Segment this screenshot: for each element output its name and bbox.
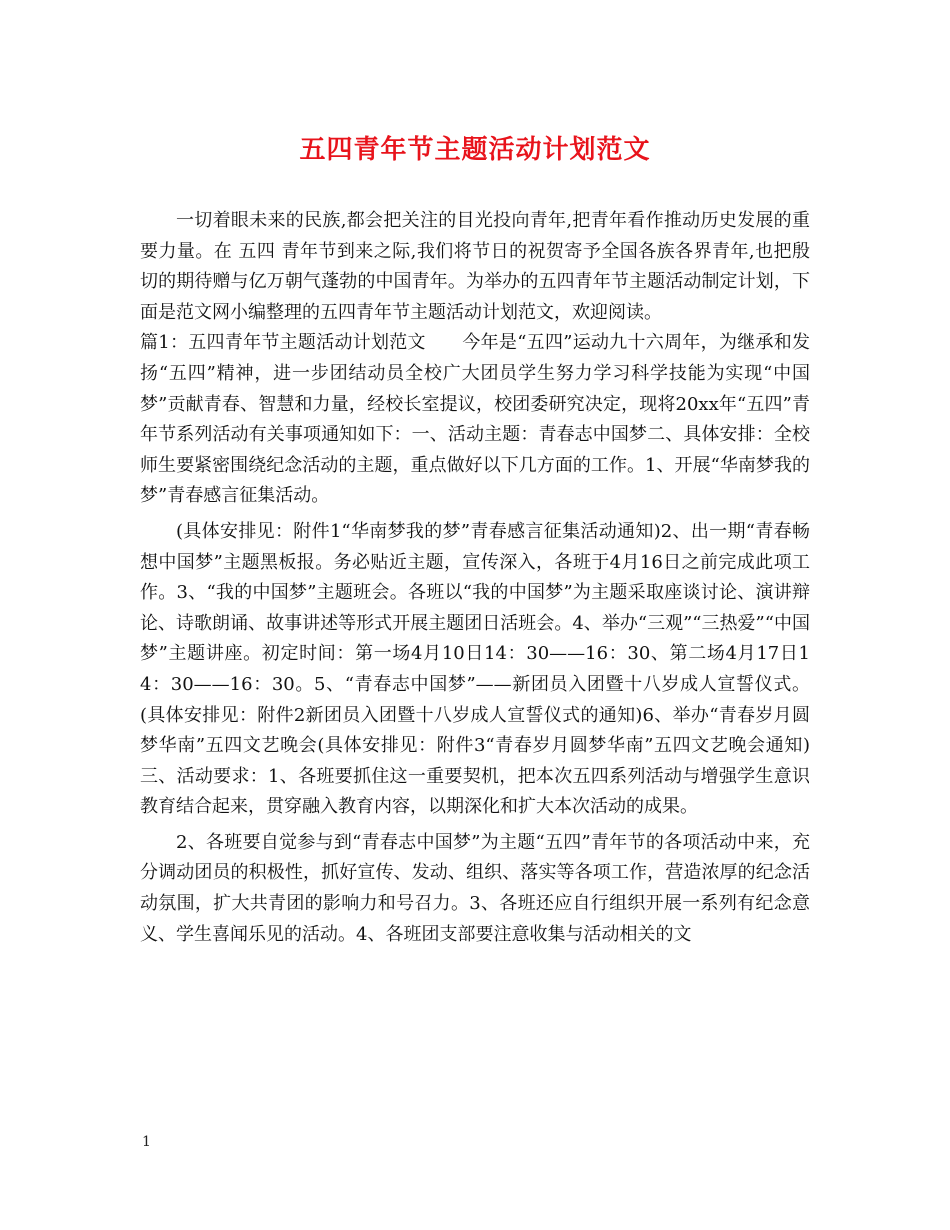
paragraph-part-1: 篇1：五四青年节主题活动计划范文 今年是“五四”运动九十六周年，为继承和发扬“五四”精神，进一步团结动员全校广大团员学生努力学习科学技能为实现“中国梦”贡献青春、智慧和力量，经校长室提议，校团委研究决定，现将20xx年“五四”青年节系列活动有关事项通知如下：一、活动主题：青春志中国梦二、具体安排：全校师生要紧密围绕纪念活动的主题，重点做好以下几方面的工作。1、开展“华南梦我的梦”青春感言征集活动。 — [140, 332, 810, 507]
document-body — [140, 206, 810, 950]
document-title: 五四青年节主题活动计划范文 — [299, 135, 651, 165]
paragraph-arrangements: (具体安排见：附件1“华南梦我的梦”青春感言征集活动通知)2、出一期“青春畅想中国梦”主题黑板报。务必贴近主题，宣传深入，各班于4月16日之前完成此项工作。3、“我的中国梦”主题班会。各班以“我的中国梦”为主题采取座谈讨论、演讲辩论、诗歌朗诵、故事讲述等形式开展主题团日活班会。4、举办“三观”“三热爱”“中国梦”主题讲座。初定时间：第一场4月10日14：30——16：30、第二场4月17日14：30——16：30。5、“青春志中国梦”——新团员入团暨十八岁成人宣誓仪式。(具体安排见：附件2新团员入团暨十八岁成人宣誓仪式的通知)6、举办“青春岁月圆梦华南”五四文艺晚会(具体安排见：附件3“青春岁月圆梦华南”五四文艺晚会通知)三、活动要求：1、各班要抓住这一重要契机，把本次五四系列活动与增强学生意识教育结合起来，贯穿融入教育内容，以期深化和扩大本次活动的成果。 — [140, 520, 810, 818]
paragraph-requirements: 2、各班要自觉参与到“青春志中国梦”为主题“五四”青年节的各项活动中来，充分调动团员的积极性，抓好宣传、发动、组织、落实等各项工作，营造浓厚的纪念活动氛围，扩大共青团的影响力和号召力。3、各班还应自行组织开展一系列有纪念意义、学生喜闻乐见的活动。4、各班团支部要注意收集与活动相关的文 — [140, 831, 810, 945]
paragraph-intro: 一切着眼未来的民族,都会把关注的目光投向青年,把青年看作推动历史发展的重要力量。在 五四 青年节到来之际,我们将节日的祝贺寄予全国各族各界青年,也把殷切的期待赠与亿万朝气蓬勃的中国青年。为举办的五四青年节主题活动制定计划，下面是范文网小编整理的五四青年节主题活动计划范文，欢迎阅读。 — [140, 210, 810, 323]
page-number: 1 — [142, 1134, 151, 1150]
